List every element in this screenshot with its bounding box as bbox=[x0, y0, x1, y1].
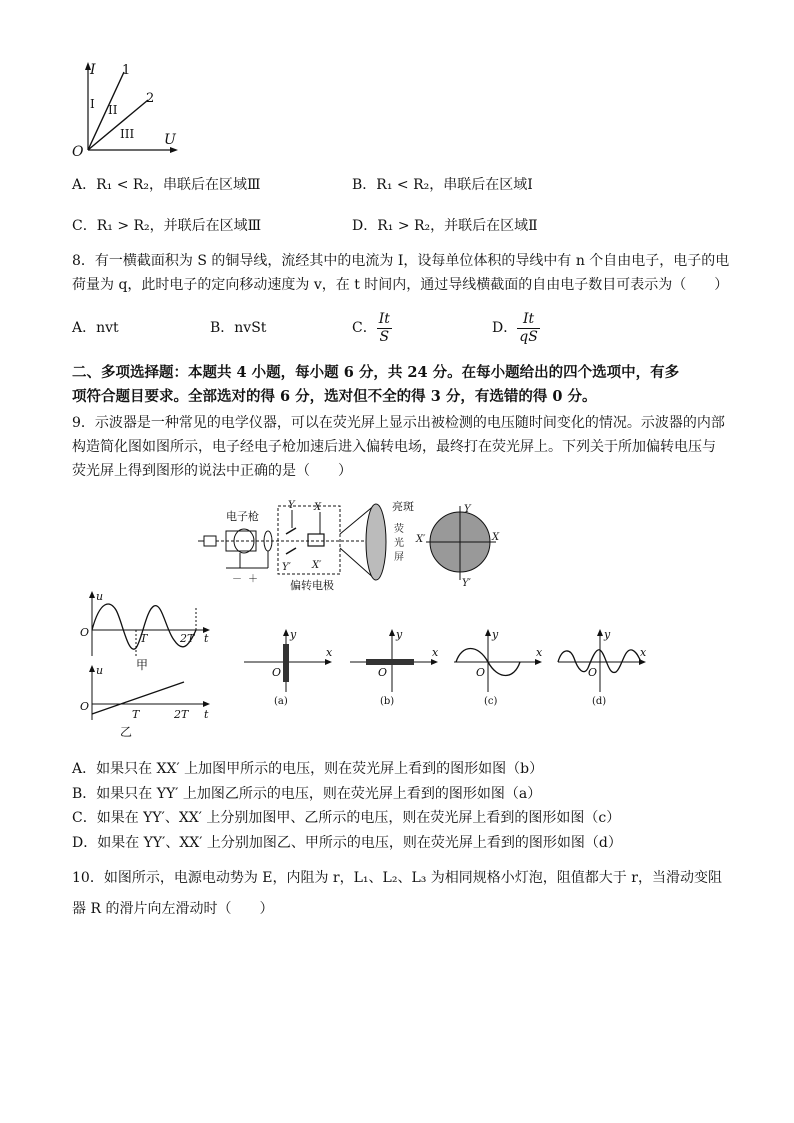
q9-option-a: A．如果只在 XX′ 上加图甲所示的电压，则在荧光屏上看到的图形如图（b） bbox=[72, 761, 544, 777]
a-caption: (a) bbox=[274, 696, 288, 707]
wave-yi bbox=[78, 664, 218, 724]
c-y-arrow bbox=[485, 629, 491, 636]
q8-option-d-fraction bbox=[517, 311, 540, 346]
screen-label-1: 荧 bbox=[394, 524, 404, 535]
a-y-label: y bbox=[290, 628, 297, 641]
y-prime-label: Y′ bbox=[282, 562, 291, 573]
q8-option-d-den: qS bbox=[519, 328, 538, 345]
y-plate-bottom bbox=[286, 548, 296, 554]
region1-label: I bbox=[90, 97, 95, 111]
q8-option-c-den: S bbox=[379, 328, 390, 345]
x-prime-label: X′ bbox=[312, 560, 322, 571]
a-origin: O bbox=[272, 666, 282, 679]
face-x-prime: X′ bbox=[416, 534, 426, 545]
q8-text-line1: 8．有一横截面积为 S 的铜导线，流经其中的电流为 I，设每单位体积的导线中有 n 个自由电子，电子的电 bbox=[72, 253, 730, 269]
a-y-arrow bbox=[283, 629, 289, 636]
q8-option-b: B．nvSt bbox=[210, 320, 267, 336]
a-trace bbox=[283, 644, 289, 682]
c-caption: (c) bbox=[484, 696, 498, 707]
yi-t2: 2T bbox=[174, 708, 189, 721]
y-plate-top bbox=[286, 528, 296, 534]
face-y: Y bbox=[464, 504, 471, 515]
q8-option-c-fraction bbox=[377, 311, 392, 346]
fluorescent-screen bbox=[366, 504, 386, 580]
b-caption: (b) bbox=[380, 696, 395, 707]
section2-heading-line1: 二、多项选择题：本题共 4 小题，每小题 6 分，共 24 分。在每小题给出的四个选项中，有多 bbox=[72, 364, 680, 381]
a-x-label: x bbox=[326, 646, 333, 659]
origin-label: O bbox=[72, 144, 84, 158]
yi-origin: O bbox=[80, 700, 90, 713]
d-y-arrow bbox=[597, 629, 603, 636]
q9-option-c: C．如果在 YY′、XX′ 上分别加图甲、乙所示的电压，则在荧光屏上看到的图形如图（c） bbox=[72, 810, 621, 826]
q7-option-d: D．R₁ > R₂，并联后在区域Ⅱ bbox=[352, 218, 538, 234]
gun-minus: － bbox=[232, 574, 242, 585]
section2-heading-line2: 项符合题目要求。全部选对的得 6 分，选对但不全的得 3 分，有选错的得 0 分。 bbox=[72, 388, 597, 405]
q7-option-a: A．R₁ < R₂，串联后在区域Ⅲ bbox=[72, 177, 261, 193]
c-origin: O bbox=[476, 666, 486, 679]
line2-label: 2 bbox=[146, 91, 155, 106]
screen-label-2: 光 bbox=[394, 538, 404, 549]
face-y-prime: Y′ bbox=[462, 578, 471, 589]
region2-label: II bbox=[108, 103, 118, 117]
d-x-label: x bbox=[640, 646, 647, 659]
line1-label: 1 bbox=[122, 63, 131, 78]
axis-i-label: I bbox=[90, 62, 96, 78]
yi-u-label: u bbox=[96, 664, 104, 677]
plates-label: 偏转电极 bbox=[290, 579, 334, 592]
label-yi: 乙 bbox=[120, 725, 133, 739]
yi-t-label: t bbox=[204, 708, 209, 721]
screen-b bbox=[346, 628, 446, 710]
q9-text-line2: 构造简化图如图所示，电子经电子枪加速后进入偏转电场，最终打在荧光屏上。下列关于所加偏转电压与 bbox=[72, 439, 716, 455]
q8-option-d-num: It bbox=[517, 311, 540, 329]
d-caption: (d) bbox=[592, 696, 607, 707]
b-y-label: y bbox=[396, 628, 403, 641]
q8-option-c bbox=[352, 308, 392, 348]
region3-label: III bbox=[120, 127, 135, 141]
screen-d bbox=[554, 628, 654, 710]
yi-u-arrow bbox=[89, 665, 95, 672]
line-2 bbox=[88, 100, 148, 150]
screen-label-3: 屏 bbox=[394, 552, 404, 563]
axis-u-label: U bbox=[164, 132, 176, 148]
q10-text-line1: 10．如图所示，电源电动势为 E，内阻为 r，L₁、L₂、L₃ 为相同规格小灯泡，阻值都大于 r，当滑动变阻 bbox=[72, 870, 722, 886]
q8-option-a: A．nvt bbox=[72, 320, 119, 336]
jia-t2: 2T bbox=[180, 632, 195, 645]
jia-origin: O bbox=[80, 626, 90, 639]
q9-text-line1: 9．示波器是一种常见的电学仪器，可以在荧光屏上显示出被检测的电压随时间变化的情况。示波器的内部 bbox=[72, 415, 725, 431]
jia-u-label: u bbox=[96, 590, 104, 603]
jia-u-arrow bbox=[89, 591, 95, 598]
oscilloscope-diagram bbox=[196, 496, 506, 592]
iu-graph bbox=[68, 58, 188, 158]
gun-label: 电子枪 bbox=[226, 510, 259, 523]
b-x-arrow bbox=[431, 659, 438, 665]
screen-c bbox=[450, 628, 550, 710]
d-y-label: y bbox=[604, 628, 611, 641]
a-x-arrow bbox=[325, 659, 332, 665]
y-label: Y bbox=[288, 500, 295, 511]
line-1 bbox=[88, 72, 124, 150]
x-plates bbox=[308, 534, 324, 546]
q8-option-c-num: It bbox=[378, 310, 390, 327]
wave-jia bbox=[78, 590, 218, 660]
q8-text-line2: 荷量为 q，此时电子的定向移动速度为 v，在 t 时间内，通过导线横截面的自由电子数目可表示为（ ） bbox=[72, 277, 729, 293]
q9-option-d: D．如果在 YY′、XX′ 上分别加图乙、甲所示的电压，则在荧光屏上看到的图形如图（d） bbox=[72, 835, 622, 851]
gun-cathode bbox=[204, 536, 216, 546]
q7-option-b: B．R₁ < R₂，串联后在区域Ⅰ bbox=[352, 177, 533, 193]
q10-text-line2: 器 R 的滑片向左滑动时（ ） bbox=[72, 901, 274, 917]
d-origin: O bbox=[588, 666, 598, 679]
label-jia: 甲 bbox=[136, 658, 149, 672]
x-label: X bbox=[314, 502, 322, 513]
q8-option-c-label: C． bbox=[352, 320, 377, 336]
gun-plus: ＋ bbox=[248, 574, 258, 585]
b-x-label: x bbox=[432, 646, 439, 659]
q8-option-d bbox=[492, 308, 540, 348]
c-x-arrow bbox=[535, 659, 542, 665]
q8-option-d-label: D． bbox=[492, 320, 518, 336]
q7-option-c: C．R₁ > R₂，并联后在区域Ⅲ bbox=[72, 218, 262, 234]
q9-option-b: B．如果只在 YY′ 上加图乙所示的电压，则在荧光屏上看到的图形如图（a） bbox=[72, 786, 542, 802]
jia-t1: T bbox=[140, 632, 148, 645]
b-trace bbox=[366, 659, 414, 665]
face-x: X bbox=[492, 532, 500, 543]
c-y-label: y bbox=[492, 628, 499, 641]
q9-text-line3: 荧光屏上得到图形的说法中正确的是（ ） bbox=[72, 463, 352, 479]
screen-a bbox=[240, 628, 340, 710]
spot-label: 亮斑 bbox=[392, 500, 414, 513]
c-x-label: x bbox=[536, 646, 543, 659]
b-origin: O bbox=[378, 666, 388, 679]
jia-t-label: t bbox=[204, 632, 209, 645]
b-y-arrow bbox=[389, 629, 395, 636]
yi-t1: T bbox=[132, 708, 140, 721]
yi-t-arrow bbox=[203, 701, 210, 707]
